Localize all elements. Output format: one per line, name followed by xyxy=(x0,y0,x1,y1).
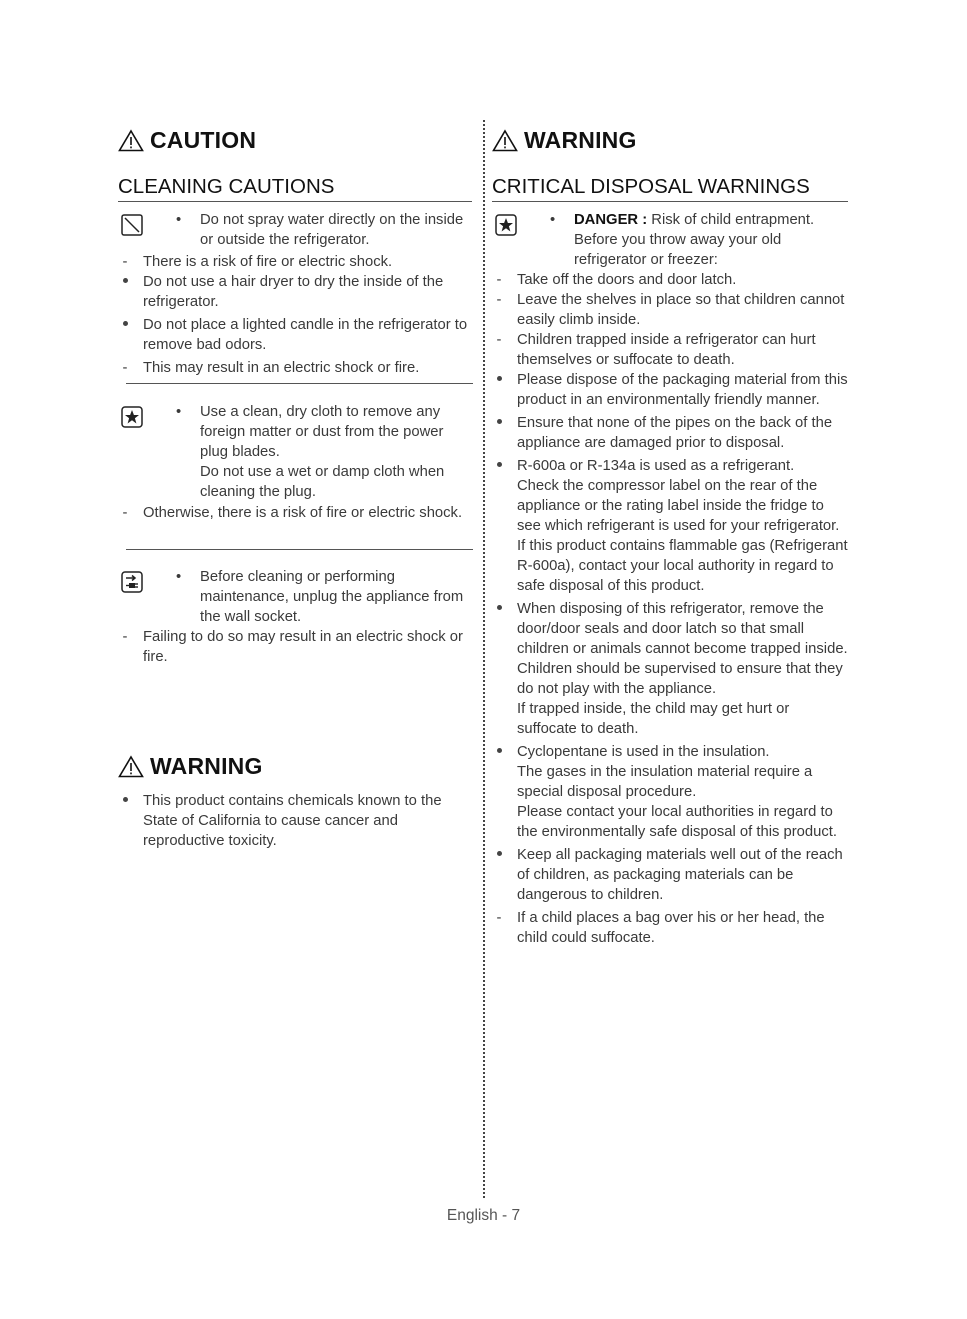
important-star-icon xyxy=(121,406,143,428)
no-spray-icon xyxy=(121,214,143,236)
list-item: Keep all packaging materials well out of the reach of children, as packaging materials can be dangerous to children. xyxy=(492,845,848,905)
list-item: Please dispose of the packaging material from this product in an environmentally friendly manner. xyxy=(492,370,848,410)
list-item: R-600a or R-134a is used as a refrigerant. Check the compressor label on the rear of the appliance or the rating label inside the fridge to see which refrigerant is used for your refrigerator. If this product contains flammable gas (Refrigerant R-600a), contact your local authority in regard to safe disposal of this product. xyxy=(492,456,848,596)
caution-header-text: CAUTION xyxy=(150,127,257,153)
list-item: - Failing to do so may result in an electric shock or fire. xyxy=(122,629,463,665)
caution-group-3: • Before cleaning or performing maintenance, unplug the appliance from the wall socket. - Failing to do so may result in an electric shock or fire. xyxy=(118,567,474,667)
caution-group-2: • Use a clean, dry cloth to remove any foreign matter or dust from the power plug blades. Do not use a wet or damp cloth when cleaning the plug. - Otherwise, there is a risk of fire or electric shock. xyxy=(118,402,474,523)
danger-label: DANGER : xyxy=(574,212,648,228)
list-item: - This may result in an electric shock or fire. xyxy=(122,360,420,376)
warning-header-left xyxy=(118,753,263,780)
danger-text: Risk of child entrapment. xyxy=(651,212,815,228)
list-item: - Leave the shelves in place so that children cannot easily climb inside. xyxy=(496,292,845,328)
unplug-icon xyxy=(121,571,143,593)
list-item: This product contains chemicals known to the State of California to cause cancer and reproductive toxicity. xyxy=(118,791,474,851)
warning-triangle-icon xyxy=(118,755,144,778)
warning-header-left-text: WARNING xyxy=(150,753,263,779)
divider-rule xyxy=(126,383,473,384)
list-item: Ensure that none of the pipes on the back of the appliance are damaged prior to disposal. xyxy=(492,413,848,453)
important-star-icon xyxy=(495,214,517,236)
danger-block: • DANGER : Risk of child entrapment. Before you throw away your old refrigerator or freezer: - Take off the doors and door latch. - Leave the shelves in place so that children cannot easily climb inside. - Children trapped inside a refrigerator can hurt themselves or suffocate to death. Please dispose of the packaging material from this product in an environmentally friendly manner. Ensure that none of the pipes on the back of the appliance are damaged prior to disposal. R-600a or R-134a is used as a refrigerant. Check the compressor label on the rear of the appliance or the rating label inside the fridge to see which refrigerant is used for your refrigerator. If this product contains flammable gas (Refrigerant R-600a), contact your local authority in regard to safe disposal of this product. When disposing of this refrigerator, remove the door/door seals and door latch so that small children or animals cannot become trapped inside. Children should be supervised to ensure that they do not play with the appliance. If trapped inside, the child may get hurt or suffocate to death. Cyclopentane is used in the insulation. The gases in the insulation material require a special disposal procedure. Please contact your local authorities in regard to the environmentally safe disposal of this product. Keep all packaging materials well out of the reach of children, as packaging materials can be dangerous to children. - If a child places a bag over his or her head, the child could suffocate. xyxy=(492,210,848,948)
warning-list-left xyxy=(118,791,474,851)
danger-text-2: Before you throw away your old refrigerator or freezer: xyxy=(574,232,782,268)
column-divider xyxy=(483,120,485,1198)
divider-rule xyxy=(126,549,473,550)
disposal-warnings-title: CRITICAL DISPOSAL WARNINGS xyxy=(492,175,848,202)
caution-3-main: Before cleaning or performing maintenance, unplug the appliance from the wall socket. xyxy=(200,569,464,625)
list-item: - If a child places a bag over his or her head, the child could suffocate. xyxy=(496,910,825,946)
caution-group-1: • Do not spray water directly on the inside or outside the refrigerator. - There is a risk of fire or electric shock. Do not use a hair dryer to dry the inside of the refrigerator. Do not place a lighted candle in the refrigerator to remove bad odors. - This may result in an electric shock or fire. xyxy=(118,210,474,378)
warning-triangle-icon xyxy=(118,129,144,152)
caution-header xyxy=(118,127,256,154)
list-item: Do not use a hair dryer to dry the inside of the refrigerator. xyxy=(118,272,474,312)
list-item: - Otherwise, there is a risk of fire or electric shock. xyxy=(122,505,463,521)
warning-header-right xyxy=(492,127,637,154)
warning-triangle-icon xyxy=(492,129,518,152)
caution-2-main-2: Do not use a wet or damp cloth when cleaning the plug. xyxy=(200,464,445,500)
page-footer: English - 7 xyxy=(446,1207,521,1224)
list-item: - Children trapped inside a refrigerator can hurt themselves or suffocate to death. xyxy=(496,332,816,368)
list-item: Do not place a lighted candle in the refrigerator to remove bad odors. xyxy=(118,315,474,355)
caution-1-main: Do not spray water directly on the inside or outside the refrigerator. xyxy=(200,212,464,248)
warning-header-right-text: WARNING xyxy=(524,127,637,153)
caution-2-main: Use a clean, dry cloth to remove any foreign matter or dust from the power plug blades. xyxy=(200,404,444,460)
list-item: Cyclopentane is used in the insulation. The gases in the insulation material require a special disposal procedure. Please contact your local authorities in regard to the environmentally safe disposal of this product. xyxy=(492,742,848,842)
list-item: When disposing of this refrigerator, remove the door/door seals and door latch so that small children or animals cannot become trapped inside. Children should be supervised to ensure that they do not play with the appliance. If trapped inside, the child may get hurt or suffocate to death. xyxy=(492,599,848,739)
list-item: - Take off the doors and door latch. xyxy=(496,272,737,288)
cleaning-cautions-title: CLEANING CAUTIONS xyxy=(118,175,472,202)
list-item: - There is a risk of fire or electric shock. xyxy=(122,254,393,270)
